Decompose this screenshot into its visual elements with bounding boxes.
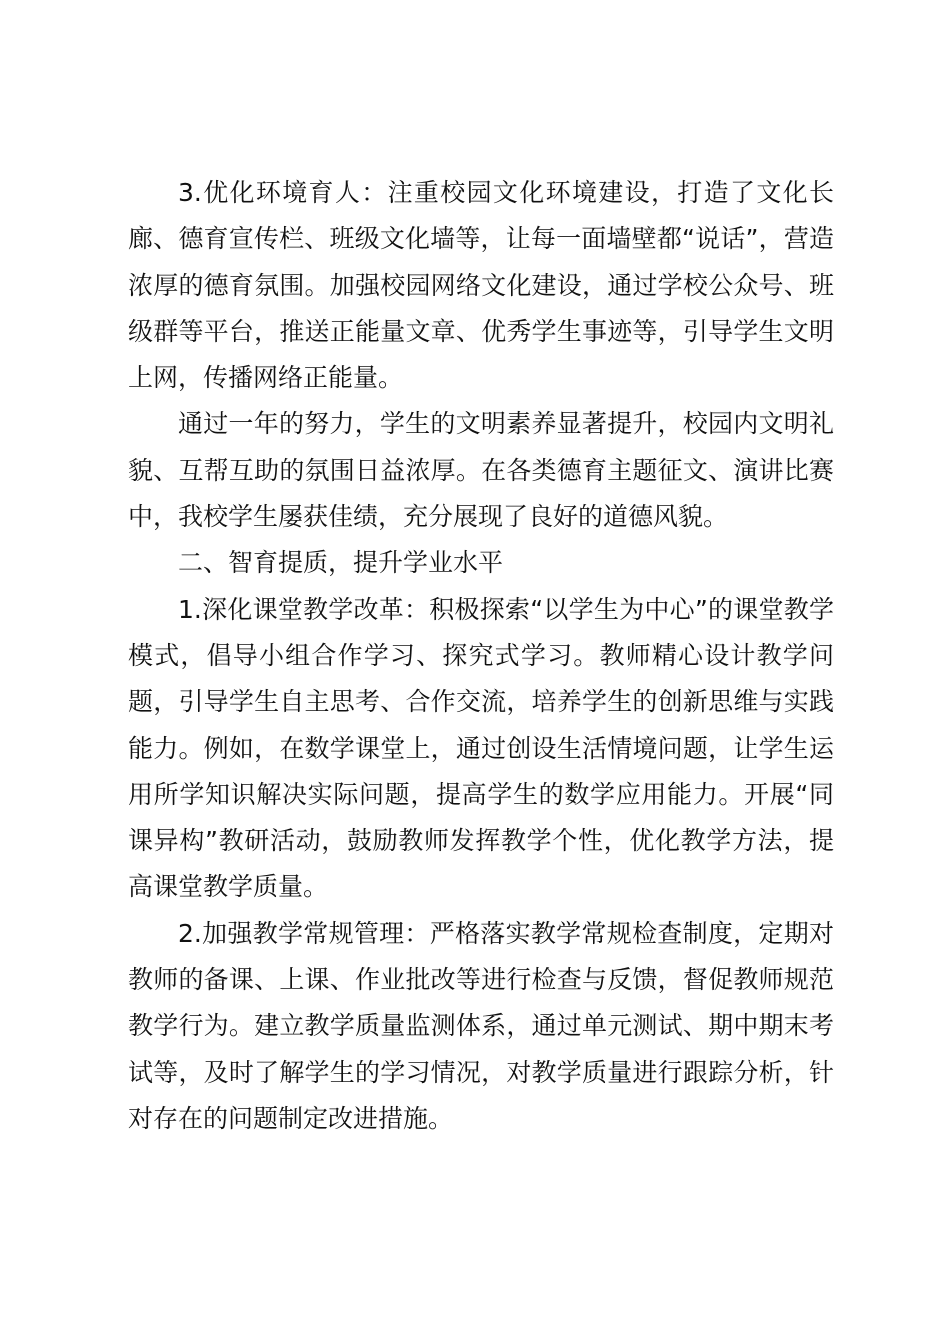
paragraph-environment-education: 3.优化环境育人：注重校园文化环境建设，打造了文化长廊、德育宣传栏、班级文化墙等，让每一面墙壁都“说话”，营造浓厚的德育氛围。加强校园网络文化建设，通过学校公众号、班级群等平台，推送正能量文章、优秀学生事迹等，引导学生文明上网，传播网络正能量。 bbox=[128, 178, 834, 393]
paragraph-classroom-reform: 1.深化课堂教学改革：积极探索“以学生为中心”的课堂教学模式，倡导小组合作学习、探究式学习。教师精心设计教学问题，引导学生自主思考、合作交流，培养学生的创新思维与实践能力。例如，在数学课堂上，通过创设生活情境问题，让学生运用所学知识解决实际问题，提高学生的数学应用能力。开展“同课异构”教研活动，鼓励教师发挥教学个性，优化教学方法，提高课堂教学质量。 bbox=[128, 594, 834, 902]
paragraph-moral-results: 通过一年的努力，学生的文明素养显著提升，校园内文明礼貌、互帮互助的氛围日益浓厚。在各类德育主题征文、演讲比赛中，我校学生屡获佳绩，充分展现了良好的道德风貌。 bbox=[128, 409, 834, 532]
section-heading-intellectual-education: 二、智育提质，提升学业水平 bbox=[178, 548, 504, 578]
document-body bbox=[128, 170, 834, 1142]
paragraph-teaching-management: 2.加强教学常规管理：严格落实教学常规检查制度，定期对教师的备课、上课、作业批改等进行检查与反馈，督促教师规范教学行为。建立教学质量监测体系，通过单元测试、期中期末考试等，及时了解学生的学习情况，对教学质量进行跟踪分析，针对存在的问题制定改进措施。 bbox=[128, 918, 834, 1133]
